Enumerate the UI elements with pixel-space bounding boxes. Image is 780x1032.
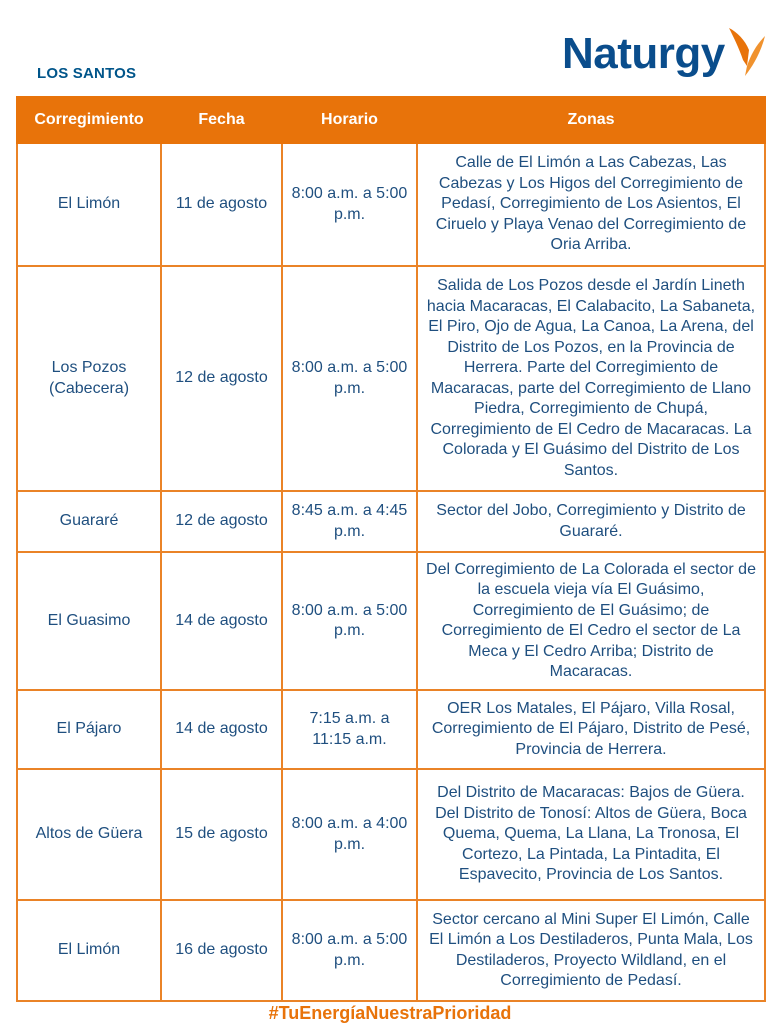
schedule-table bbox=[16, 96, 766, 1002]
cell-fecha: 12 de agosto bbox=[161, 266, 282, 491]
cell-fecha: 16 de agosto bbox=[161, 900, 282, 1001]
cell-horario: 8:00 a.m. a 5:00 p.m. bbox=[282, 143, 417, 266]
cell-corregimiento: El Limón bbox=[17, 143, 161, 266]
cell-horario: 8:00 a.m. a 5:00 p.m. bbox=[282, 552, 417, 690]
footer-hashtag: #TuEnergíaNuestraPrioridad bbox=[268, 1003, 512, 1023]
table-row bbox=[17, 690, 765, 769]
table-row bbox=[17, 552, 765, 690]
cell-corregimiento: Los Pozos (Cabecera) bbox=[17, 266, 161, 491]
cell-horario: 7:15 a.m. a 11:15 a.m. bbox=[282, 690, 417, 769]
cell-fecha: 11 de agosto bbox=[161, 143, 282, 266]
table-row bbox=[17, 143, 765, 266]
col-header-corregimiento: Corregimiento bbox=[17, 97, 161, 143]
cell-zonas: Calle de El Limón a Las Cabezas, Las Cabezas y Los Higos del Corregimiento de Pedasí, Corregimiento de Los Asientos, El Ciruelo y Playa Venao del Corregimiento de Oria Arriba. bbox=[417, 143, 765, 266]
table-row bbox=[17, 266, 765, 491]
cell-corregimiento: El Pájaro bbox=[17, 690, 161, 769]
cell-fecha: 12 de agosto bbox=[161, 491, 282, 552]
cell-zonas: Salida de Los Pozos desde el Jardín Lineth hacia Macaracas, El Calabacito, La Sabaneta, El Piro, Ojo de Agua, La Canoa, La Arena, del Distrito de Los Pozos, en la Provincia de Herrera. Parte del Corregimiento de Macaracas, parte del Corregimiento de Llano Piedra, Corregimiento de Chupá, Corregimiento de El Cedro de Macaracas. La Colorada y El Guásimo del Distrito de Los Santos. bbox=[417, 266, 765, 491]
cell-corregimiento: Guararé bbox=[17, 491, 161, 552]
cell-corregimiento: Altos de Güera bbox=[17, 769, 161, 900]
cell-horario: 8:45 a.m. a 4:45 p.m. bbox=[282, 491, 417, 552]
cell-zonas: Sector cercano al Mini Super El Limón, Calle El Limón a Los Destiladeros, Punta Mala, Los Destiladeros, Proyecto Wildland, en el Corregimiento de Pedasí. bbox=[417, 900, 765, 1001]
naturgy-logo bbox=[562, 24, 767, 84]
cell-zonas: Del Distrito de Macaracas: Bajos de Güera. Del Distrito de Tonosí: Altos de Güera, Boca Quema, Quema, La Llana, La Tronosa, El Cortezo, La Pintada, La Pintadita, El Espavecito, Provincia de Los Santos. bbox=[417, 769, 765, 900]
table-row bbox=[17, 491, 765, 552]
col-header-fecha: Fecha bbox=[161, 97, 282, 143]
col-header-zonas: Zonas bbox=[417, 97, 765, 143]
table-header-row bbox=[17, 97, 765, 143]
cell-zonas: OER Los Matales, El Pájaro, Villa Rosal, Corregimiento de El Pájaro, Distrito de Pesé, Provincia de Herrera. bbox=[417, 690, 765, 769]
butterfly-icon bbox=[727, 26, 767, 83]
cell-corregimiento: El Guasimo bbox=[17, 552, 161, 690]
col-header-horario: Horario bbox=[282, 97, 417, 143]
cell-fecha: 14 de agosto bbox=[161, 690, 282, 769]
region-title: LOS SANTOS bbox=[37, 65, 137, 82]
cell-horario: 8:00 a.m. a 5:00 p.m. bbox=[282, 900, 417, 1001]
cell-zonas: Del Corregimiento de La Colorada el sector de la escuela vieja vía El Guásimo, Corregimiento de El Guásimo; de Corregimiento de El Cedro el sector de La Meca y El Cedro Arriba; Distrito de Macaracas. bbox=[417, 552, 765, 690]
cell-horario: 8:00 a.m. a 5:00 p.m. bbox=[282, 266, 417, 491]
table-row bbox=[17, 900, 765, 1001]
cell-fecha: 14 de agosto bbox=[161, 552, 282, 690]
cell-horario: 8:00 a.m. a 4:00 p.m. bbox=[282, 769, 417, 900]
cell-fecha: 15 de agosto bbox=[161, 769, 282, 900]
cell-corregimiento: El Limón bbox=[17, 900, 161, 1001]
table-row bbox=[17, 769, 765, 900]
cell-zonas: Sector del Jobo, Corregimiento y Distrito de Guararé. bbox=[417, 491, 765, 552]
logo-text: Naturgy bbox=[562, 29, 725, 78]
